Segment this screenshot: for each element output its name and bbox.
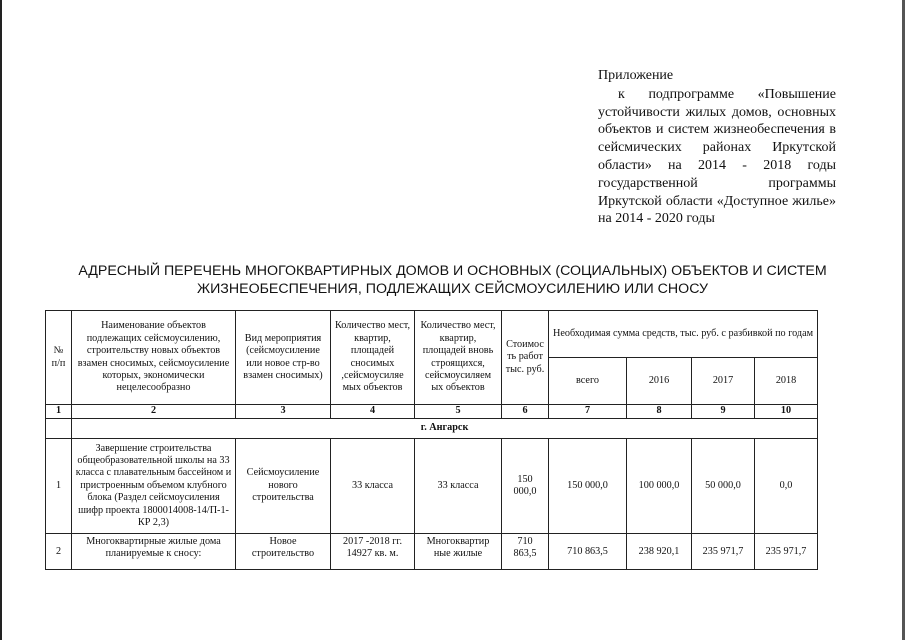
column-number-row: [46, 405, 818, 419]
header-cost: Стоимос ть работ тыс. руб.: [502, 311, 549, 405]
header-2016: 2016: [627, 358, 692, 405]
header-2017: 2017: [692, 358, 755, 405]
column-number: 4: [331, 405, 415, 419]
row-qty-existing: 33 класса: [331, 439, 415, 534]
header-total: всего: [549, 358, 627, 405]
row-type: Новое строительство: [236, 534, 331, 570]
address-list-table: [45, 310, 818, 570]
column-number: 6: [502, 405, 549, 419]
city-row: [46, 419, 818, 439]
city-row-blank: [46, 419, 72, 439]
appendix-text: к подпрограмме «Повышение устойчивости жилых домов, основных объектов и систем жизнеобеспечения в сейсмических районах Иркутской области» на 2014 - 2018 годы государственной программы Иркутской области «Доступное жилье» на 2014 - 2020 годы: [598, 86, 836, 227]
page-edge-left: [0, 0, 2, 640]
row-total: 710 863,5: [549, 534, 627, 570]
row-qty-existing: 2017 -2018 гг. 14927 кв. м.: [331, 534, 415, 570]
document-title-line-2: ЖИЗНЕОБЕСПЕЧЕНИЯ, ПОДЛЕЖАЩИХ СЕЙСМОУСИЛЕНИЮ ИЛИ СНОСУ: [197, 281, 708, 297]
header-row-1: [46, 311, 818, 358]
column-number: 3: [236, 405, 331, 419]
document-title-line-1: АДРЕСНЫЙ ПЕРЕЧЕНЬ МНОГОКВАРТИРНЫХ ДОМОВ И ОСНОВНЫХ (СОЦИАЛЬНЫХ) ОБЪЕКТОВ И СИСТЕМ: [78, 263, 827, 279]
header-2018: 2018: [755, 358, 818, 405]
header-name: Наименование объектов подлежащих сейсмоусилению, строительству новых объектов взамен сносимых, сейсмоусиление которых, экономически нецелесообразно: [72, 311, 236, 405]
row-2018: 235 971,7: [755, 534, 818, 570]
column-number: 9: [692, 405, 755, 419]
row-num: 2: [46, 534, 72, 570]
appendix-title: Приложение: [598, 68, 674, 83]
table-row: [46, 439, 818, 534]
document-title: [0, 262, 905, 298]
row-type: Сейсмоусиление нового строительства: [236, 439, 331, 534]
column-number: 8: [627, 405, 692, 419]
table-row: [46, 534, 818, 570]
row-cost: 150 000,0: [502, 439, 549, 534]
header-funding-group: Необходимая сумма средств, тыс. руб. с разбивкой по годам: [549, 311, 818, 358]
column-number: 1: [46, 405, 72, 419]
column-number: 5: [415, 405, 502, 419]
column-number: 10: [755, 405, 818, 419]
column-number: 7: [549, 405, 627, 419]
row-name: Многоквартирные жилые дома планируемые к сносу:: [72, 534, 236, 570]
row-2018: 0,0: [755, 439, 818, 534]
row-2016: 100 000,0: [627, 439, 692, 534]
appendix-block: [598, 67, 836, 228]
row-name: Завершение строительства общеобразовательной школы на 33 класса с плавательным бассейном и пристроенным объемом клубного блока (Раздел сейсмоусиления шифр проекта 1800014008-14/П-1-КР 2,3): [72, 439, 236, 534]
header-qty-existing: Количество мест, квартир, площадей сносимых ,сейсмоусиляе мых объектов: [331, 311, 415, 405]
column-number: 2: [72, 405, 236, 419]
header-qty-new: Количество мест, квартир, площадей вновь строящихся, сейсмоусиляем ых объектов: [415, 311, 502, 405]
row-2017: 50 000,0: [692, 439, 755, 534]
row-2017: 235 971,7: [692, 534, 755, 570]
header-num: № п/п: [46, 311, 72, 405]
row-qty-new: Многоквартир ные жилые: [415, 534, 502, 570]
city-name: г. Ангарск: [72, 419, 818, 439]
row-qty-new: 33 класса: [415, 439, 502, 534]
row-2016: 238 920,1: [627, 534, 692, 570]
row-num: 1: [46, 439, 72, 534]
header-type: Вид мероприятия (сейсмоусиление или новое стр-во взамен сносимых): [236, 311, 331, 405]
row-total: 150 000,0: [549, 439, 627, 534]
row-cost: 710 863,5: [502, 534, 549, 570]
